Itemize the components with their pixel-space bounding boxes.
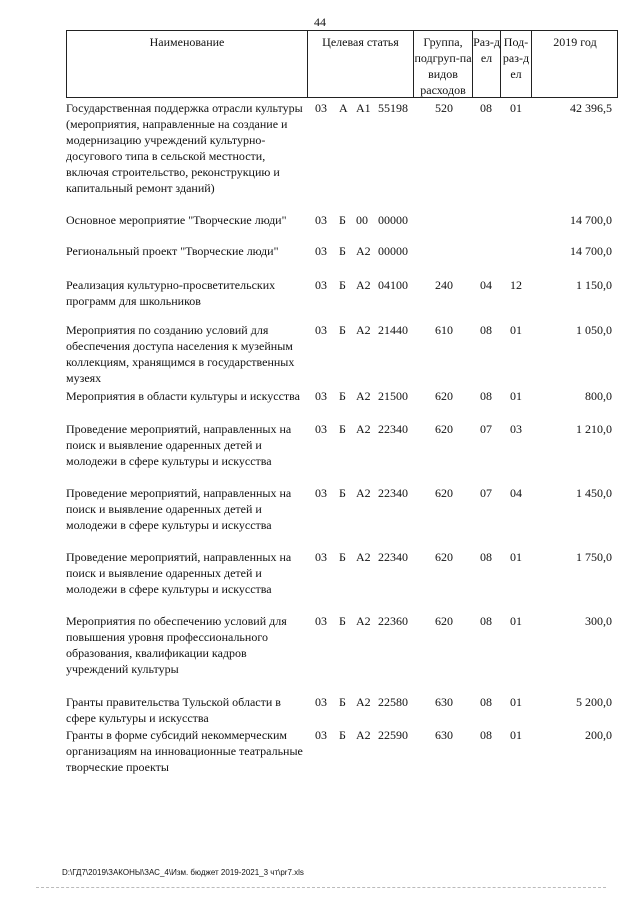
row-razdel: 08 bbox=[480, 101, 492, 115]
row-code-1: 03 bbox=[315, 389, 327, 403]
row-code-4: 22340 bbox=[378, 486, 408, 500]
row-razdel: 08 bbox=[480, 550, 492, 564]
row-podrazdel: 01 bbox=[510, 695, 522, 709]
row-code-1: 03 bbox=[315, 278, 327, 292]
row-code-1: 03 bbox=[315, 101, 327, 115]
row-name: Гранты правительства Тульской области в сфере культуры и искусства bbox=[66, 695, 281, 725]
row-code-1: 03 bbox=[315, 213, 327, 227]
row-code-4: 22360 bbox=[378, 614, 408, 628]
row-code-2: Б bbox=[339, 213, 346, 227]
row-code-2: Б bbox=[339, 695, 346, 709]
row-group: 620 bbox=[435, 614, 453, 628]
row-code-1: 03 bbox=[315, 323, 327, 337]
row-code-4: 22340 bbox=[378, 422, 408, 436]
row-code-2: Б bbox=[339, 389, 346, 403]
row-amount: 14 700,0 bbox=[570, 213, 612, 227]
row-group: 620 bbox=[435, 389, 453, 403]
header-name: Наименование bbox=[149, 35, 225, 49]
row-amount: 14 700,0 bbox=[570, 244, 612, 258]
row-podrazdel: 01 bbox=[510, 101, 522, 115]
row-amount: 200,0 bbox=[585, 728, 612, 742]
row-code-4: 55198 bbox=[378, 101, 408, 115]
row-amount: 1 210,0 bbox=[576, 422, 612, 436]
row-code-2: Б bbox=[339, 244, 346, 258]
row-amount: 5 200,0 bbox=[576, 695, 612, 709]
row-name: Проведение мероприятий, направленных на поиск и выявление одаренных детей и молодежи в сфере культуры и искусства bbox=[66, 550, 292, 596]
row-code-4: 22580 bbox=[378, 695, 408, 709]
row-amount: 800,0 bbox=[585, 389, 612, 403]
row-code-4: 21440 bbox=[378, 323, 408, 337]
row-group: 620 bbox=[435, 486, 453, 500]
row-name: Мероприятия по обеспечению условий для повышения уровня профессионального образования, квалификации кадров учреждений культуры bbox=[66, 614, 287, 676]
row-code-1: 03 bbox=[315, 244, 327, 258]
row-podrazdel: 01 bbox=[510, 614, 522, 628]
scan-artifact-line bbox=[36, 887, 606, 888]
row-code-2: Б bbox=[339, 486, 346, 500]
row-code-3: А2 bbox=[356, 614, 371, 628]
row-code-1: 03 bbox=[315, 695, 327, 709]
row-code-3: А2 bbox=[356, 389, 371, 403]
row-code-2: Б bbox=[339, 278, 346, 292]
row-name: Мероприятия в области культуры и искусства bbox=[66, 389, 301, 403]
row-code-4: 22590 bbox=[378, 728, 408, 742]
row-razdel: 07 bbox=[480, 486, 492, 500]
header-group: Группа, подгруп-па видов расходов bbox=[414, 35, 472, 97]
header-razdel: Раз-дел bbox=[473, 35, 500, 65]
row-amount: 1 050,0 bbox=[576, 323, 612, 337]
row-code-3: А2 bbox=[356, 695, 371, 709]
row-amount: 42 396,5 bbox=[570, 101, 612, 115]
row-group: 620 bbox=[435, 550, 453, 564]
row-code-2: Б bbox=[339, 323, 346, 337]
row-code-2: Б bbox=[339, 422, 346, 436]
row-name: Региональный проект "Творческие люди" bbox=[66, 244, 279, 258]
row-code-3: А2 bbox=[356, 323, 371, 337]
row-code-2: Б bbox=[339, 728, 346, 742]
row-code-2: Б bbox=[339, 614, 346, 628]
row-name: Реализация культурно-просветительских программ для школьников bbox=[66, 278, 276, 308]
row-podrazdel: 01 bbox=[510, 389, 522, 403]
row-group: 620 bbox=[435, 422, 453, 436]
row-code-4: 22340 bbox=[378, 550, 408, 564]
row-code-4: 00000 bbox=[378, 213, 408, 227]
row-podrazdel: 12 bbox=[510, 278, 522, 292]
row-name: Проведение мероприятий, направленных на поиск и выявление одаренных детей и молодежи в сфере культуры и искусства bbox=[66, 486, 292, 532]
row-code-3: 00 bbox=[356, 213, 368, 227]
row-razdel: 08 bbox=[480, 728, 492, 742]
row-razdel: 08 bbox=[480, 614, 492, 628]
header-target: Целевая статья bbox=[322, 35, 399, 49]
row-name: Гранты в форме субсидий некоммерческим организациям на инновационные театральные творческие проекты bbox=[66, 728, 303, 774]
row-podrazdel: 01 bbox=[510, 728, 522, 742]
row-code-4: 04100 bbox=[378, 278, 408, 292]
row-razdel: 07 bbox=[480, 422, 492, 436]
row-group: 520 bbox=[435, 101, 453, 115]
row-name: Государственная поддержка отрасли культуры (мероприятия, направленные на создание и модернизацию учреждений культурно-досугового типа в сельской местности, включая строительство, реконструкцию и капитальный ремонт зданий) bbox=[66, 101, 303, 195]
row-razdel: 08 bbox=[480, 695, 492, 709]
row-podrazdel: 03 bbox=[510, 422, 522, 436]
row-code-1: 03 bbox=[315, 728, 327, 742]
row-razdel: 08 bbox=[480, 389, 492, 403]
row-amount: 1 450,0 bbox=[576, 486, 612, 500]
row-podrazdel: 04 bbox=[510, 486, 522, 500]
row-razdel: 04 bbox=[480, 278, 492, 292]
row-code-2: А bbox=[339, 101, 348, 115]
row-group: 630 bbox=[435, 695, 453, 709]
row-amount: 300,0 bbox=[585, 614, 612, 628]
row-code-4: 21500 bbox=[378, 389, 408, 403]
row-name: Мероприятия по созданию условий для обеспечения доступа населения к музейным коллекциям, хранящимся в государственных музеях bbox=[66, 323, 295, 385]
row-code-2: Б bbox=[339, 550, 346, 564]
row-code-1: 03 bbox=[315, 550, 327, 564]
row-amount: 1 750,0 bbox=[576, 550, 612, 564]
file-path-footer: D:\ГД7\2019\ЗАКОНЫ\ЗАС_4\Изм. бюджет 2019-2021_3 чт\pr7.xls bbox=[62, 868, 304, 877]
row-name: Основное мероприятие "Творческие люди" bbox=[66, 213, 287, 227]
header-podrazdel: Под-раз-дел bbox=[502, 35, 530, 81]
row-group: 630 bbox=[435, 728, 453, 742]
row-code-3: А2 bbox=[356, 278, 371, 292]
row-code-1: 03 bbox=[315, 614, 327, 628]
header-year: 2019 год bbox=[553, 35, 597, 49]
row-code-3: А2 bbox=[356, 728, 371, 742]
row-amount: 1 150,0 bbox=[576, 278, 612, 292]
row-podrazdel: 01 bbox=[510, 550, 522, 564]
row-group: 240 bbox=[435, 278, 453, 292]
row-code-3: А1 bbox=[356, 101, 371, 115]
row-code-1: 03 bbox=[315, 486, 327, 500]
page-number: 44 bbox=[314, 15, 326, 29]
row-podrazdel: 01 bbox=[510, 323, 522, 337]
row-code-3: А2 bbox=[356, 486, 371, 500]
row-code-3: А2 bbox=[356, 244, 371, 258]
row-group: 610 bbox=[435, 323, 453, 337]
row-code-3: А2 bbox=[356, 550, 371, 564]
row-code-1: 03 bbox=[315, 422, 327, 436]
row-code-4: 00000 bbox=[378, 244, 408, 258]
row-code-3: А2 bbox=[356, 422, 371, 436]
row-name: Проведение мероприятий, направленных на поиск и выявление одаренных детей и молодежи в сфере культуры и искусства bbox=[66, 422, 292, 468]
row-razdel: 08 bbox=[480, 323, 492, 337]
